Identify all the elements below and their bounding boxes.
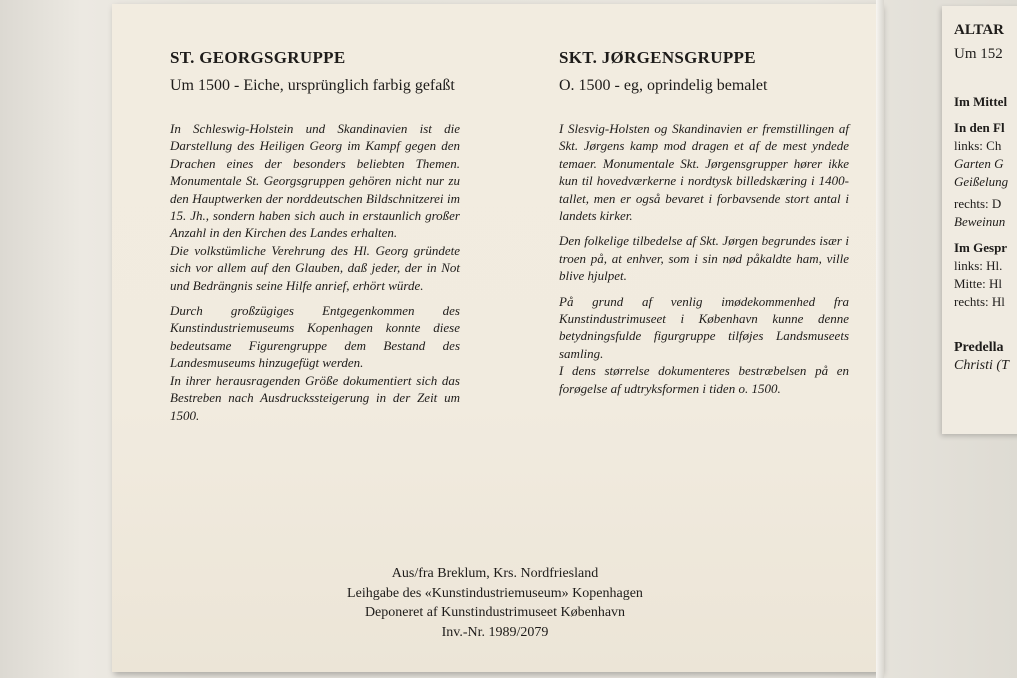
museum-label-plaque	[112, 4, 881, 672]
german-subtitle: Um 1500 - Eiche, ursprünglich farbig gefaßt	[170, 77, 455, 94]
footer-origin: Aus/fra Breklum, Krs. Nordfriesland	[391, 566, 599, 581]
side-line: Garten G	[954, 156, 1004, 171]
side-line: Predella	[954, 340, 1004, 355]
german-paragraph: Durch großzügiges Entgegenkommen des Kunstindustriemuseums Kopenhagen konnte diese bedeutsame Figurengruppe dem Bestand des Landesmuseums hinzugefügt werden. In ihrer herausragenden Größe dokumentiert sich das Bestreben nach Ausdruckssteigerung in der Zeit um 1500.	[170, 303, 460, 423]
acrylic-edge	[876, 0, 884, 678]
side-line: Christi (T	[954, 358, 1009, 373]
danish-text-column	[559, 48, 849, 405]
danish-paragraph: Den folkelige tilbedelse af Skt. Jørgen begrundes især i troen på, at enhver, som i sin nød påkaldte ham, ville blive hjulpet.	[559, 233, 849, 284]
side-line: Um 152	[954, 46, 1003, 62]
side-line: rechts: D	[954, 196, 1002, 211]
side-line: ALTAR	[954, 22, 1005, 38]
side-line: links: Hl.	[954, 258, 1003, 273]
provenance-footer	[112, 564, 878, 642]
danish-paragraph: I Slesvig-Holsten og Skandinavien er fremstillingen af Skt. Jørgens kamp mod dragen et af de mest yndede temaer. Monumentale Skt. Jørgensgrupper hører ikke kun til hovedværkerne i nordtysk billedskæring i 1400-tallet, men er også bevaret i forbavsende stort antal i landets kirker.	[559, 121, 849, 224]
german-text-column	[170, 48, 460, 432]
side-line: Im Mittel	[954, 94, 1008, 109]
side-line: Im Gespr	[954, 240, 1008, 255]
danish-heading: SKT. JØRGENSGRUPPE	[559, 48, 756, 67]
side-line: In den Fl	[954, 120, 1005, 135]
side-line: links: Ch	[954, 138, 1002, 153]
footer-deposit: Deponeret af Kunstindustrimuseet København	[364, 605, 626, 620]
adjacent-label-plaque	[942, 6, 1017, 434]
german-heading: ST. GEORGSGRUPPE	[170, 48, 346, 67]
danish-paragraph: På grund af venlig imødekommenhed fra Kunstindustrimuseet i København kunne denne betydningsfulde figurgruppe tilføjes Landsmuseets samling. I dens størrelse dokumenteres bestræbelsen på en forøgelse af udtryksformen i tiden o. 1500.	[559, 293, 849, 396]
german-paragraph: In Schleswig-Holstein und Skandinavien ist die Darstellung des Heiligen Georg im Kampf gegen den Drachen eines der besonders beliebten Themen. Monumentale St. Georgsgruppen gehören nicht nur zu den Hauptwerken der norddeutschen Bildschnitzerei im 15. Jh., sondern haben sich auch in erstaunlich großer Anzahl in den Kirchen des Landes erhalten. Die volkstümliche Verehrung des Hl. Georg gründete sich vor allem auf den Glauben, daß jeder, der in Not und Bedrängnis seine Hilfe anrief, erhört würde.	[170, 121, 460, 293]
side-line: Mitte: Hl	[954, 276, 1003, 291]
side-line: rechts: Hl	[954, 294, 1005, 309]
footer-loan: Leihgabe des «Kunstindustriemuseum» Kopenhagen	[347, 585, 643, 601]
side-line: Geißelung	[954, 174, 1009, 189]
side-line: Beweinun	[954, 214, 1006, 229]
footer-inventory-number: Inv.-Nr. 1989/2079	[441, 624, 549, 640]
danish-subtitle: O. 1500 - eg, oprindelig bemalet	[559, 77, 768, 94]
